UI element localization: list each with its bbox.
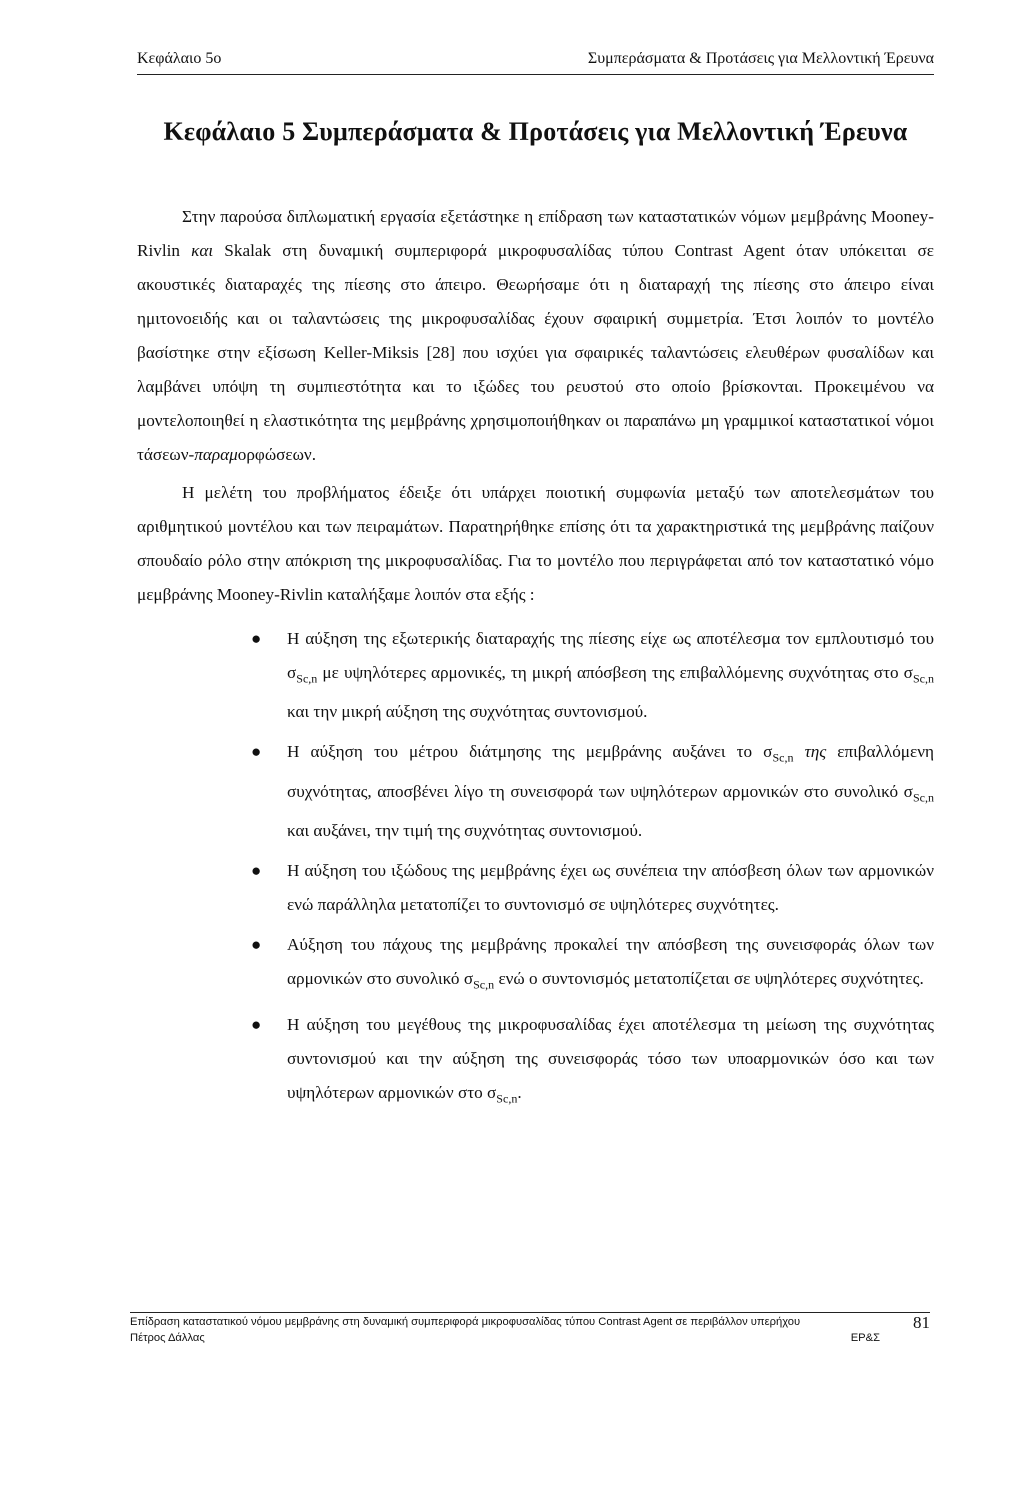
paragraph-text: Στην παρούσα διπλωματική εργασία εξετάστηκε η επίδραση των καταστατικών νόμων μεμβράνης Mooney-Rivlin (137, 207, 934, 260)
sigma-symbol (903, 663, 934, 686)
paragraph-italic: παραμ (194, 445, 238, 464)
footer-thesis-title: Επίδραση καταστατικού νόμου μεμβράνης στη δυναμική συμπεριφορά μικροφυσαλίδας τύπου Contrast Agent σε περιβάλλον υπερήχου (130, 1316, 801, 1328)
sigma-symbol (487, 1082, 518, 1106)
sigma-char: σ (463, 969, 474, 989)
sigma-symbol (287, 663, 318, 686)
bullet-icon: ● (251, 742, 262, 762)
sigma-symbol (763, 742, 794, 765)
conclusions-list (137, 622, 934, 1115)
bullet-icon: ● (251, 861, 262, 881)
sigma-symbol (463, 969, 495, 992)
paragraph-italic: και (191, 241, 214, 260)
footer-department: ΕΡ&Σ (850, 1332, 880, 1344)
bullet-icon: ● (251, 1014, 262, 1034)
paragraph-findings: Η μελέτη του προβλήματος έδειξε ότι υπάρχει ποιοτική συμφωνία μεταξύ των αποτελεσμάτων του αριθμητικού μοντέλου και των πειραμάτων. Παρατηρήθηκε επίσης ότι τα χαρακτηριστικά της μεμβράνης παίζουν σπουδαίο ρόλο στην απόκριση της μικροφυσαλίδας. Για το μοντέλο που περιγράφεται από τον καταστατικό νόμο μεμβράνης Mooney-Rivlin καταλήξαμε λοιπόν στα εξής : (137, 483, 934, 604)
sigma-subscript: Sc,n (772, 750, 794, 765)
header-section-title: Συμπεράσματα & Προτάσεις για Μελλοντική Έρευνα (587, 50, 934, 67)
header-chapter: Κεφάλαιο 5ο (137, 50, 222, 67)
item-text: και αυξάνει, την τιμή της συχνότητας συντονισμού. (287, 821, 643, 841)
item-text: με υψηλότερες αρμονικές, τη μικρή απόσβεση της επιβαλλόμενης συχνότητας στο (317, 663, 904, 682)
paragraph-text: Skalak στη δυναμική συμπεριφορά μικροφυσαλίδας τύπου Contrast Agent όταν υπόκειται σε ακουστικές διαταραχές της πίεσης στο άπειρο. Θεωρήσαμε ότι η διαταραχή της πίεσης στο άπειρο είναι ημιτονοειδής και οι ταλαντώσεις της μικροφυσαλίδας έχουν σφαιρική συμμετρία. Έτσι λοιπόν το μοντέλο βασίστηκε στην εξίσωση Keller-Miksis [28] που ισχύει για σφαιρικές ταλαντώσεις ελευθέρων φυσαλίδων και λαμβάνει υπόψη τη συμπιεστότητα και το ιξώδες του ρευστού στο οποίο βρίσκονται. Προκειμένου να μοντελοποιηθεί η ελαστικότητα της μεμβράνης χρησιμοποιήθηκαν οι παραπάνω μη γραμμικοί καταστατικοί νόμοι τάσεων- (137, 241, 934, 464)
list-item (137, 1008, 934, 1115)
sigma-char: σ (763, 742, 773, 762)
sigma-subscript: Sc,n (912, 671, 934, 686)
footer-line (130, 1313, 930, 1332)
item-text: Η αύξηση της εξωτερικής διαταραχής της πίεσης είχε ως αποτέλεσμα τον εμπλουτισμό του (287, 629, 934, 648)
list-item (137, 854, 934, 922)
sigma-subscript: Sc,n (496, 1091, 518, 1106)
sigma-char: σ (903, 663, 913, 682)
footer-line (130, 1332, 930, 1344)
body-text (137, 200, 934, 1121)
item-text: και την μικρή αύξηση της συχνότητας συντονισμού. (287, 702, 648, 722)
bullet-icon: ● (251, 935, 262, 955)
item-text: επιβαλλόμενη συχνότητας, αποσβένει λίγο τη συνεισφορά των υψηλότερων αρμονικών στο συνολικό (287, 742, 934, 801)
sigma-subscript: Sc,n (473, 977, 495, 992)
list-item (137, 735, 934, 848)
sigma-subscript: Sc,n (296, 671, 318, 686)
item-text: ενώ ο συντονισμός μετατοπίζεται σε υψηλότερες συχνότητες. (494, 969, 924, 989)
item-italic: της (804, 742, 827, 762)
paragraph-text: ορφώσεων. (237, 445, 317, 464)
page-number: 81 (913, 1313, 930, 1332)
bullet-icon: ● (251, 629, 262, 648)
sigma-subscript: Sc,n (912, 790, 934, 805)
page-footer (130, 1312, 930, 1344)
footer-author: Πέτρος Δάλλας (130, 1332, 205, 1344)
list-item (137, 928, 934, 1001)
sigma-char: σ (903, 781, 913, 801)
item-text: Αύξηση του πάχους της μεμβράνης προκαλεί την απόσβεση της συνεισφοράς όλων των αρμονικών στο συνολικό (287, 935, 934, 989)
item-text: Η αύξηση του ιξώδους της μεμβράνης έχει ως συνέπεια την απόσβεση όλων των αρμονικών ενώ παράλληλα μετατοπίζει το συντονισμό σε υψηλότερες συχνότητες. (287, 861, 934, 915)
sigma-symbol (903, 781, 934, 805)
sigma-char: σ (487, 1082, 497, 1102)
item-text: . (517, 1082, 522, 1102)
running-header (137, 50, 934, 75)
sigma-char: σ (287, 663, 297, 682)
paragraph-intro (137, 200, 934, 472)
item-text: Η αύξηση του μέτρου διάτμησης της μεμβράνης αυξάνει το (287, 742, 764, 762)
item-text: Η αύξηση του μεγέθους της μικροφυσαλίδας έχει αποτέλεσμα τη μείωση της συχνότητας συντονισμού και την αύξηση της συνεισφοράς τόσο των υποαρμονικών όσο και των υψηλότερων αρμονικών στο (287, 1014, 934, 1102)
chapter-title: Κεφάλαιο 5 Συμπεράσματα & Προτάσεις για Μελλοντική Έρευνα (163, 117, 908, 146)
list-item (137, 622, 934, 729)
